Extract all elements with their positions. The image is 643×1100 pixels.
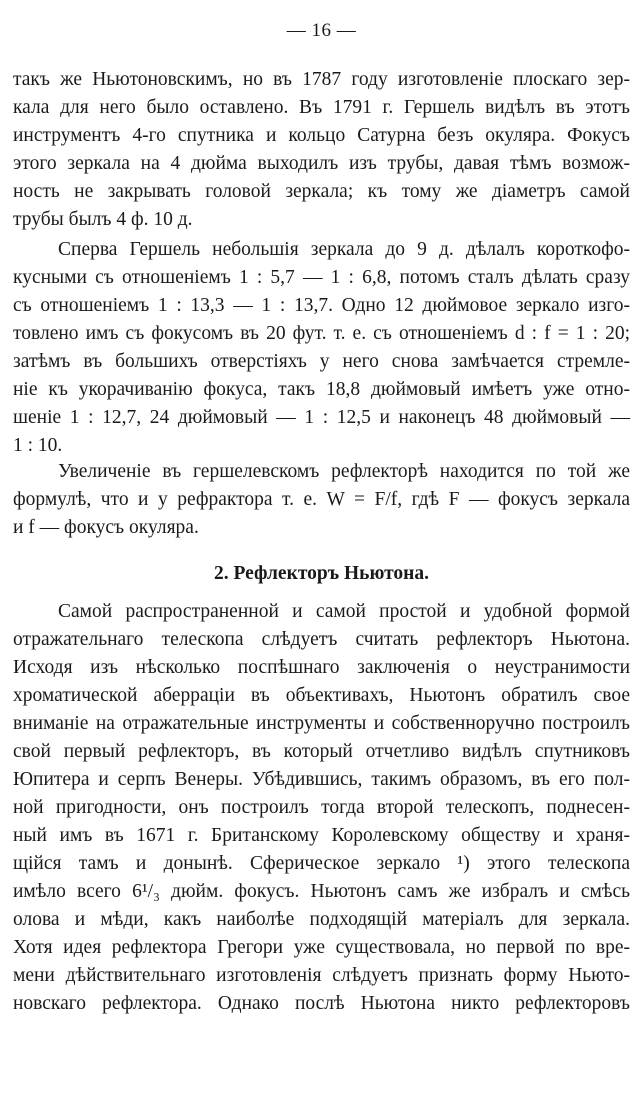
text-line: имѣло всего 6¹/₃ дюйм. фокусъ. Ньютонъ самъ же избралъ и смѣсь: [13, 881, 630, 902]
text-line: формулѣ, что и у рефрактора т. е. W = F/f, гдѣ F — фокусъ зеркала: [13, 489, 630, 510]
text-line: 1 : 10.: [13, 435, 63, 456]
text-line: Сперва Гершель небольшія зеркала до 9 д. дѣлалъ короткофо-: [58, 239, 630, 260]
text-line: ной пригодности, онъ построилъ тогда второй телескопъ, поднесен-: [13, 797, 630, 818]
text-line: Юпитера и серпъ Венеры. Убѣдившись, такимъ образомъ, въ его пол-: [13, 769, 630, 790]
text-line: кала для него было оставлено. Въ 1791 г. Гершель видѣлъ въ этотъ: [13, 97, 630, 118]
text-line: трубы былъ 4 ф. 10 д.: [13, 209, 193, 230]
text-line: Самой распространенной и самой простой и удобной формой: [58, 601, 630, 622]
text-line: новскаго рефлектора. Однако послѣ Ньютона никто рефлекторовъ: [13, 993, 630, 1014]
text-line: и f — фокусъ окуляра.: [13, 517, 199, 538]
text-line: шеніе 1 : 12,7, 24 дюймовый — 1 : 12,5 и наконецъ 48 дюймовый —: [13, 407, 630, 428]
text-line: ніе къ укорачиванію фокуса, такъ 18,8 дюймовый имѣетъ уже отно-: [13, 379, 630, 400]
text-line: инструментъ 4-го спутника и кольцо Сатурна безъ окуляра. Фокусъ: [13, 125, 630, 146]
text-line: затѣмъ въ большихъ отверстіяхъ у него снова замѣчается стремле-: [13, 351, 630, 372]
text-line: вниманіе на отражательные инструменты и собственноручно построилъ: [13, 713, 630, 734]
text-line: Исходя изъ нѣсколько поспѣшнаго заключенія о неустранимости: [13, 657, 630, 678]
section-heading: 2. Рефлекторъ Ньютона.: [213, 563, 430, 584]
text-line: свой первый рефлекторъ, въ который отчетливо видѣлъ спутниковъ: [13, 741, 630, 762]
text-line: кусными съ отношеніемъ 1 : 5,7 — 1 : 6,8, потомъ сталъ дѣлать сразу: [13, 267, 630, 288]
text-line: щійся тамъ и донынѣ. Сферическое зеркало ¹) этого телескопа: [13, 853, 630, 874]
text-line: товлено имъ съ фокусомъ въ 20 фут. т. е. съ отношеніемъ d : f = 1 : 20;: [13, 323, 630, 344]
text-line: отражательнаго телескопа слѣдуетъ считать рефлекторъ Ньютона.: [13, 629, 630, 650]
text-line: такъ же Ньютоновскимъ, но въ 1787 году изготовленіе плоскаго зер-: [13, 69, 630, 90]
text-line: хроматической аберраціи въ объективахъ, Ньютонъ обратилъ свое: [13, 685, 630, 706]
text-line: этого зеркала на 4 дюйма выходилъ изъ трубы, давая тѣмъ возмож-: [13, 153, 630, 174]
text-line: ность не закрывать головой зеркала; къ тому же діаметръ самой: [13, 181, 630, 202]
text-line: ный имъ въ 1671 г. Британскому Королевскому обществу и храня-: [13, 825, 630, 846]
text-line: мени дѣйствительнаго изготовленія слѣдуетъ признать форму Ньюто-: [13, 965, 630, 986]
page-number: — 16 —: [286, 20, 357, 41]
text-line: Хотя идея рефлектора Грегори уже существовала, но первой по вре-: [13, 937, 630, 958]
text-line: Увеличеніе въ гершелевскомъ рефлекторѣ находится по той же: [58, 461, 630, 482]
text-line: олова и мѣди, какъ наиболѣе подходящій матеріалъ для зеркала.: [13, 909, 630, 930]
text-line: съ отношеніемъ 1 : 13,3 — 1 : 13,7. Одно 12 дюймовое зеркало изго-: [13, 295, 630, 316]
